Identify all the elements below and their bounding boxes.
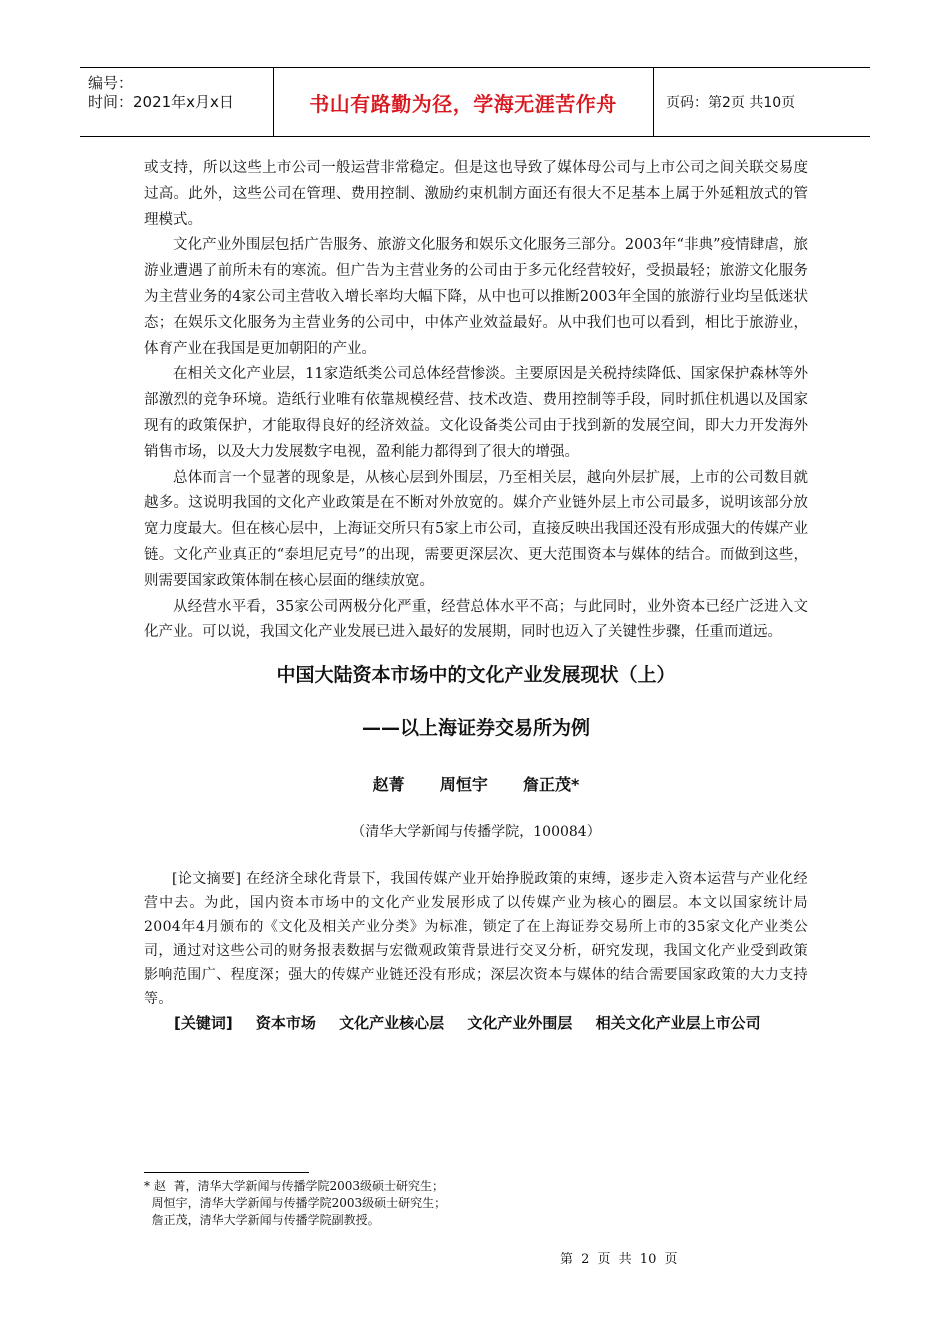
article-title: 中国大陆资本市场中的文化产业发展现状（上） — [276, 664, 676, 687]
body-paragraph: 或支持，所以这些上市公司一般运营非常稳定。但是这也导致了媒体母公司与上市公司之间关联交易度过高。此外，这些公司在管理、费用控制、激励约束机制方面还有很大不足基本上属于外延粗放式的管理模式。 — [144, 160, 808, 228]
footnote-line: 周恒宇，清华大学新闻与传播学院2003级硕士研究生； — [144, 1196, 447, 1210]
body-paragraph: 从经营水平看，35家公司两极分化严重，经营总体水平不高；与此同时，业外资本已经广泛进入文化产业。可以说，我国文化产业发展已进入最好的发展期，同时也迈入了关键性步骤，任重而道远。 — [144, 598, 808, 641]
header-meta — [88, 74, 273, 112]
footnote-line: * 赵 菁，清华大学新闻与传播学院2003级硕士研究生； — [144, 1179, 444, 1193]
header-page-info: 页码：第2页 共10页 — [666, 95, 796, 111]
page-header — [80, 67, 870, 137]
article-subtitle: ——以上海证券交易所为例 — [361, 717, 590, 740]
article-abstract: [论文摘要] 在经济全球化背景下，我国传媒产业开始挣脱政策的束缚，逐步走入资本运营与产业化经营中去。为此，国内资本市场中的文化产业发展形成了以传媒产业为核心的圈层。本文以国家统计局2004年4月颁布的《文化及相关产业分类》为标准，锁定了在上海证券交易所上市的35家文化产业类公司，通过对这些公司的财务报表数据与宏微观政策背景进行交叉分析，研究发现，我国文化产业受到政策影响范围广、程度深；强大的传媒产业链还没有形成；深层次资本与媒体的结合需要国家政策的大力支持等。 — [144, 871, 808, 1008]
body-paragraph: 文化产业外围层包括广告服务、旅游文化服务和娱乐文化服务三部分。2003年“非典”疫情肆虐，旅游业遭遇了前所未有的寒流。但广告为主营业务的公司由于多元化经营较好，受损最轻；旅游文化服务为主营业务的4家公司主营收入增长率均大幅下降，从中也可以推断2003年全国的旅游行业均呈低迷状态；在娱乐文化服务为主营业务的公司中，中体产业效益最好。从中我们也可以看到，相比于旅游业，体育产业在我国是更加朝阳的产业。 — [144, 237, 808, 357]
body-paragraph: 在相关文化产业层，11家造纸类公司总体经营惨淡。主要原因是关税持续降低、国家保护森林等外部激烈的竞争环境。造纸行业唯有依靠规模经营、技术改造、费用控制等手段，同时抓住机遇以及国家现有的政策保护，才能取得良好的经济效益。文化设备类公司由于找到新的发展空间，即大力开发海外销售市场，以及大力发展数字电视，盈利能力都得到了很大的增强。 — [144, 366, 808, 460]
article-affiliation: （清华大学新闻与传播学院，100084） — [351, 824, 601, 841]
header-divider-right — [653, 68, 654, 136]
document-date: 时间：2021年x月x日 — [88, 93, 234, 111]
header-motto: 书山有路勤为径，学海无涯苦作舟 — [309, 91, 617, 116]
page-footer: 第 2 页 共 10 页 — [560, 1252, 678, 1267]
footnote-line: 詹正茂，清华大学新闻与传播学院副教授。 — [144, 1213, 380, 1227]
article-keywords: [关键词] 资本市场 文化产业核心层 文化产业外围层 相关文化产业层上市公司 — [174, 1014, 761, 1033]
document-number-label: 编号： — [88, 74, 134, 92]
footnotes — [144, 1178, 446, 1229]
footnote-rule — [144, 1172, 309, 1173]
article-authors: 赵菁 周恒宇 詹正茂* — [372, 775, 580, 795]
main-content — [144, 156, 808, 1036]
body-paragraph: 总体而言一个显著的现象是，从核心层到外围层，乃至相关层，越向外层扩展，上市的公司数目就越多。这说明我国的文化产业政策是在不断对外放宽的。媒介产业链外层上市公司最多，说明该部分放宽力度最大。但在核心层中，上海证交所只有5家上市公司，直接反映出我国还没有形成强大的传媒产业链。文化产业真正的“泰坦尼克号”的出现，需要更深层次、更大范围资本与媒体的结合。而做到这些，则需要国家政策体制在核心层面的继续放宽。 — [144, 469, 808, 589]
